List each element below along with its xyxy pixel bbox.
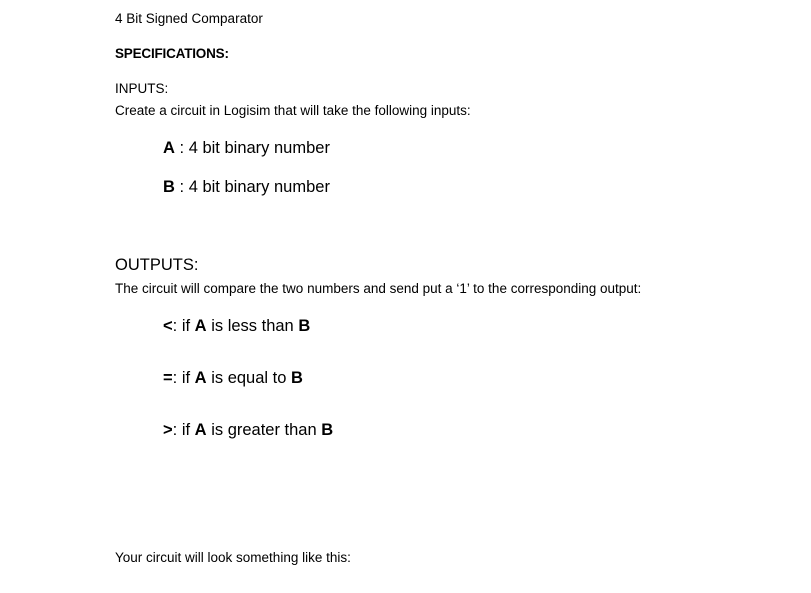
output-relation: is less than — [211, 317, 294, 335]
inputs-heading: INPUTS: — [115, 81, 169, 96]
output-symbol: = — [163, 369, 173, 387]
input-desc: 4 bit binary number — [188, 139, 330, 157]
input-sep: : — [179, 139, 185, 157]
closing-text: Your circuit will look something like this: — [115, 550, 351, 565]
output-sep: : — [172, 317, 178, 335]
input-item-a — [163, 139, 330, 158]
output-var-b: B — [321, 421, 334, 439]
output-var-a: A — [194, 369, 207, 387]
output-sep: : — [172, 369, 178, 387]
output-item-less-than — [163, 317, 310, 336]
output-var-b: B — [291, 369, 303, 387]
input-desc: 4 bit binary number — [188, 178, 330, 196]
output-prefix: if — [181, 317, 191, 335]
output-symbol: > — [163, 421, 173, 439]
specifications-heading: SPECIFICATIONS: — [115, 46, 229, 61]
output-symbol: < — [163, 317, 173, 335]
output-var-b: B — [298, 317, 311, 335]
output-prefix: if — [181, 421, 191, 439]
output-item-greater-than — [163, 421, 333, 440]
input-var: B — [163, 178, 175, 196]
output-prefix: if — [181, 369, 191, 387]
input-item-b — [163, 178, 330, 197]
inputs-intro: Create a circuit in Logisim that will take the following inputs: — [115, 103, 471, 118]
output-sep: : — [172, 421, 178, 439]
document-title: 4 Bit Signed Comparator — [115, 11, 263, 26]
output-item-equal — [163, 369, 303, 388]
outputs-heading: OUTPUTS: — [115, 256, 199, 274]
output-var-a: A — [194, 317, 207, 335]
input-sep: : — [179, 178, 185, 196]
output-var-a: A — [194, 421, 207, 439]
input-var: A — [163, 139, 175, 157]
outputs-intro: The circuit will compare the two numbers and send put a ‘1’ to the corresponding output: — [115, 281, 642, 296]
output-relation: is equal to — [211, 369, 287, 387]
output-relation: is greater than — [211, 421, 317, 439]
